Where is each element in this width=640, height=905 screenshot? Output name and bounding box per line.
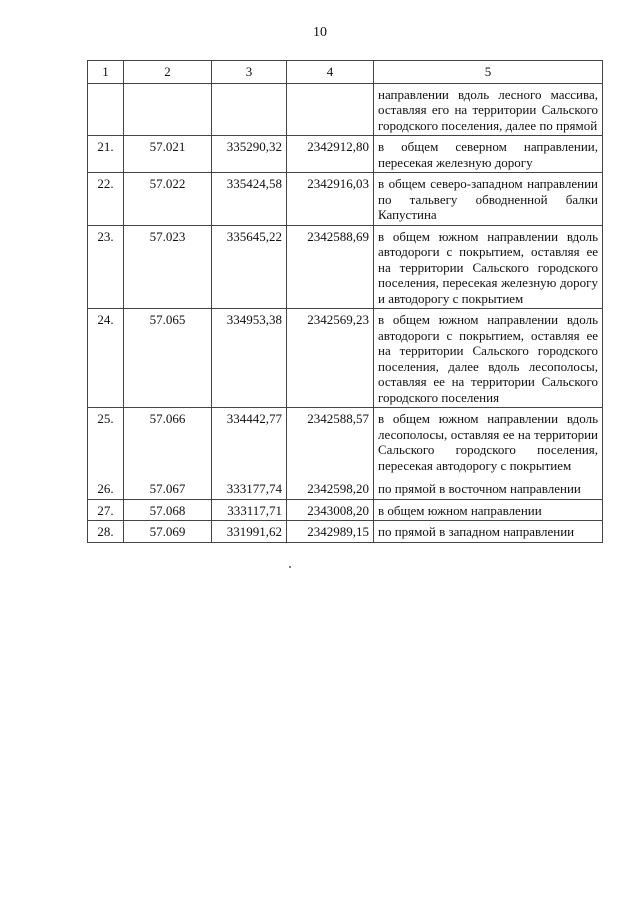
- boundary-description: в общем северо-западном направлении по тальвегу обводненной балки Капустина: [374, 173, 603, 226]
- coordinate-y: 2343008,20: [287, 499, 374, 521]
- point-id: 57.066: [124, 408, 212, 476]
- row-number: 27.: [88, 499, 124, 521]
- table-row-continuation: [88, 83, 603, 136]
- boundary-description: в общем южном направлении вдоль автодороги с покрытием, оставляя ее на территории Сальского городского поселения, пересекая железную дорогу и автодорогу с покрытием: [374, 225, 603, 309]
- boundary-description: по прямой в западном направлении: [374, 521, 603, 543]
- row-number: 26.: [88, 475, 124, 499]
- row-number: 25.: [88, 408, 124, 476]
- row-number: 21.: [88, 136, 124, 173]
- row-number: 22.: [88, 173, 124, 226]
- continuation-y-cell: [287, 83, 374, 136]
- point-id: 57.067: [124, 475, 212, 499]
- coordinate-y: 2342598,20: [287, 475, 374, 499]
- header-col-5: 5: [374, 61, 603, 84]
- boundary-description: в общем северном направлении, пересекая железную дорогу: [374, 136, 603, 173]
- point-id: 57.021: [124, 136, 212, 173]
- continuation-description: направлении вдоль лесного массива, оставляя его на территории Сальского городского поселения, далее по прямой: [374, 83, 603, 136]
- coordinate-y: 2342569,23: [287, 309, 374, 408]
- row-number: 28.: [88, 521, 124, 543]
- boundary-description: в общем южном направлении вдоль лесополосы, оставляя ее на территории Сальского городского поселения, пересекая автодорогу с покрытием: [374, 408, 603, 476]
- table-row: [88, 309, 603, 408]
- coordinate-x: 333117,71: [212, 499, 287, 521]
- point-id: 57.065: [124, 309, 212, 408]
- continuation-num-cell: [88, 83, 124, 136]
- boundary-description: в общем южном направлении: [374, 499, 603, 521]
- header-col-1: 1: [88, 61, 124, 84]
- table-row: [88, 136, 603, 173]
- continuation-point-cell: [124, 83, 212, 136]
- table-row: [88, 499, 603, 521]
- coordinate-y: 2342989,15: [287, 521, 374, 543]
- point-id: 57.068: [124, 499, 212, 521]
- table-row: [88, 521, 603, 543]
- header-col-3: 3: [212, 61, 287, 84]
- boundary-points-table: [87, 60, 603, 543]
- table-row: [88, 475, 603, 499]
- row-number: 24.: [88, 309, 124, 408]
- coordinate-x: 335645,22: [212, 225, 287, 309]
- coordinate-x: 333177,74: [212, 475, 287, 499]
- boundary-description: в общем южном направлении вдоль автодороги с покрытием, оставляя ее на территории Сальского городского поселения, далее вдоль лесополосы, оставляя ее на территории Сальского городского поселения: [374, 309, 603, 408]
- page-number: 10: [313, 25, 327, 40]
- table-row: [88, 173, 603, 226]
- point-id: 57.023: [124, 225, 212, 309]
- coordinate-x: 335290,32: [212, 136, 287, 173]
- coordinate-y: 2342916,03: [287, 173, 374, 226]
- coordinate-y: 2342588,69: [287, 225, 374, 309]
- header-col-2: 2: [124, 61, 212, 84]
- continuation-x-cell: [212, 83, 287, 136]
- point-id: 57.069: [124, 521, 212, 543]
- header-col-4: 4: [287, 61, 374, 84]
- boundary-description: по прямой в восточном направлении: [374, 475, 603, 499]
- coordinate-x: 334442,77: [212, 408, 287, 476]
- coordinate-x: 334953,38: [212, 309, 287, 408]
- row-number: 23.: [88, 225, 124, 309]
- scan-speck: [289, 566, 291, 568]
- table-header-row: [88, 61, 603, 84]
- point-id: 57.022: [124, 173, 212, 226]
- coordinate-x: 335424,58: [212, 173, 287, 226]
- table-row: [88, 408, 603, 476]
- coordinate-x: 331991,62: [212, 521, 287, 543]
- coordinate-y: 2342588,57: [287, 408, 374, 476]
- table-row: [88, 225, 603, 309]
- coordinate-y: 2342912,80: [287, 136, 374, 173]
